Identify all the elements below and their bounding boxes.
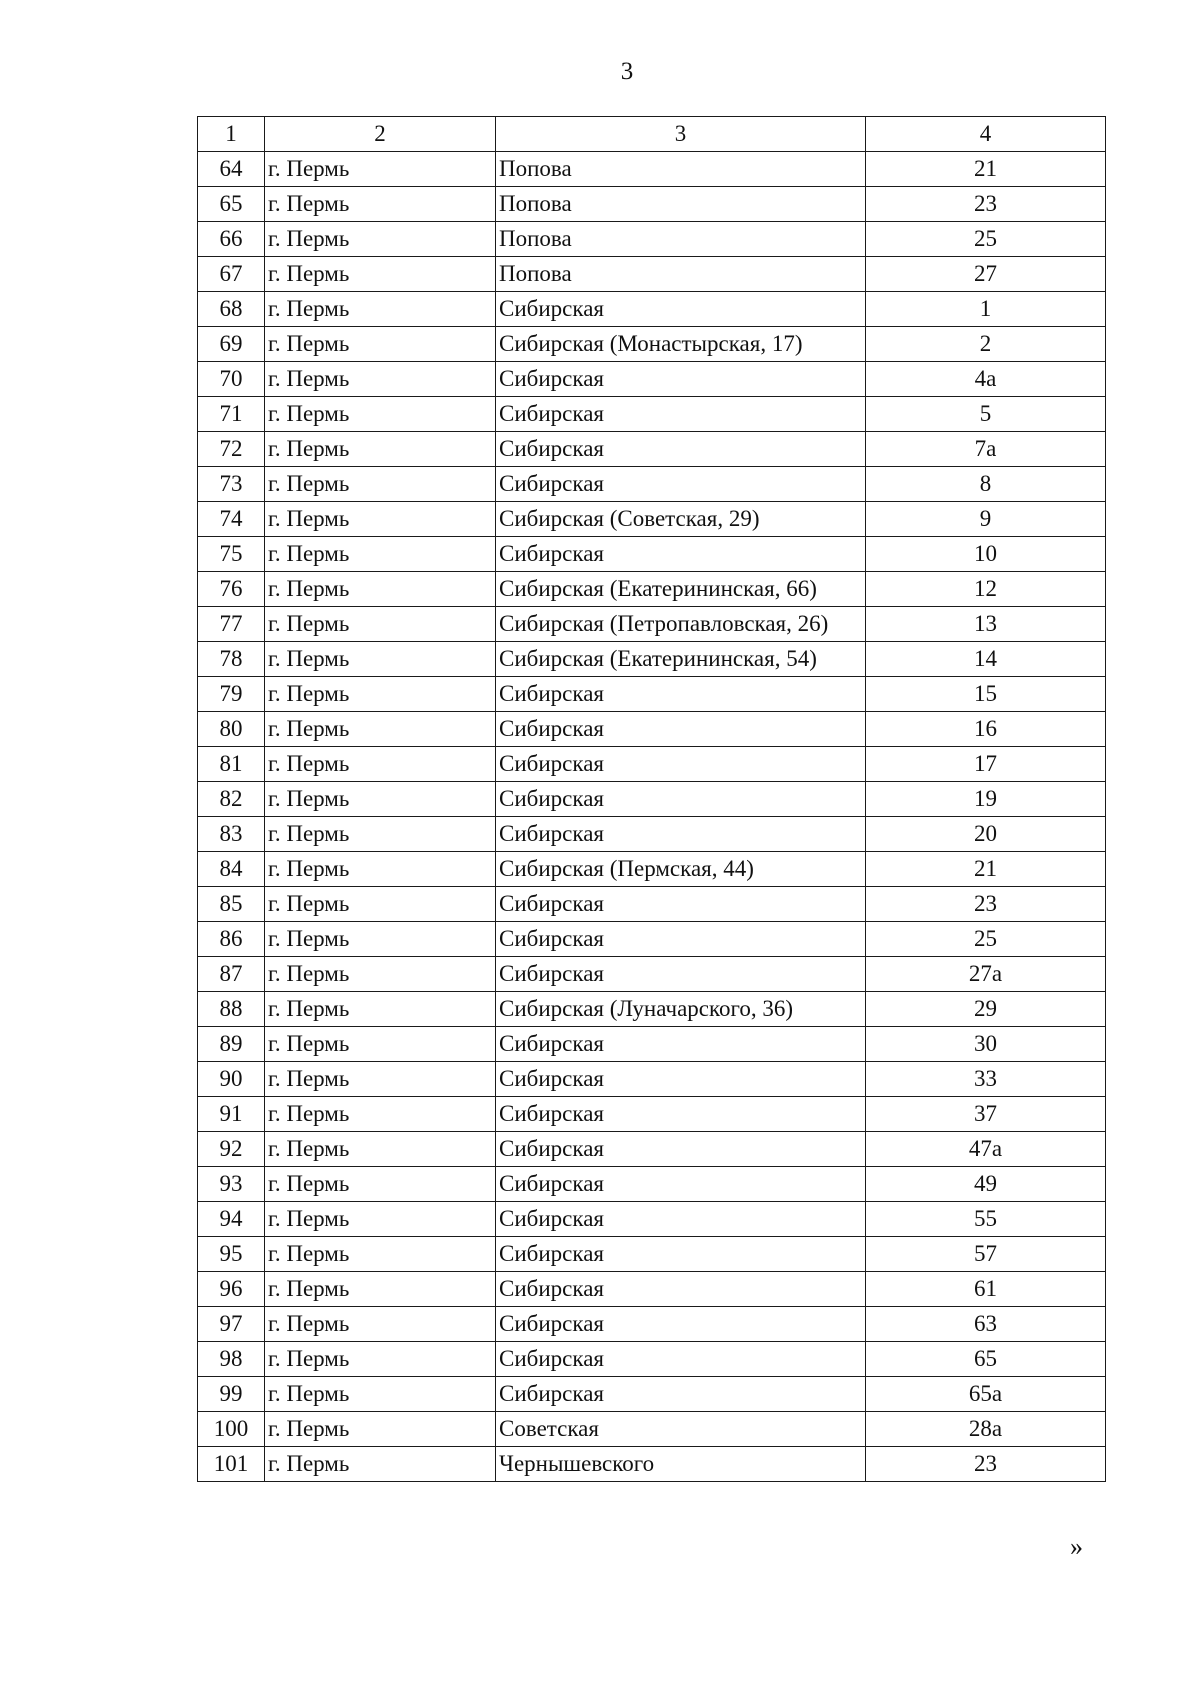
table-row [198,747,1106,782]
house-number-cell: 23 [866,1447,1106,1482]
city-cell: г. Пермь [265,1447,496,1482]
row-number-cell: 82 [198,782,265,817]
header-cell-2: 2 [265,117,496,152]
street-cell: Чернышевского [496,1447,866,1482]
street-cell: Сибирская [496,1167,866,1202]
street-cell: Сибирская [496,1272,866,1307]
house-number-cell: 17 [866,747,1106,782]
row-number-cell: 75 [198,537,265,572]
table-row [198,1377,1106,1412]
table-row [198,607,1106,642]
city-cell: г. Пермь [265,1132,496,1167]
street-cell: Сибирская [496,712,866,747]
table-row [198,502,1106,537]
row-number-cell: 89 [198,1027,265,1062]
street-cell: Сибирская (Луначарского, 36) [496,992,866,1027]
row-number-cell: 80 [198,712,265,747]
house-number-cell: 61 [866,1272,1106,1307]
row-number-cell: 69 [198,327,265,362]
row-number-cell: 85 [198,887,265,922]
table-row [198,292,1106,327]
row-number-cell: 94 [198,1202,265,1237]
row-number-cell: 87 [198,957,265,992]
table-row [198,852,1106,887]
row-number-cell: 88 [198,992,265,1027]
street-cell: Сибирская (Петропавловская, 26) [496,607,866,642]
street-cell: Сибирская [496,817,866,852]
row-number-cell: 84 [198,852,265,887]
street-cell: Сибирская [496,1097,866,1132]
table-row [198,327,1106,362]
table-header-row [198,117,1106,152]
row-number-cell: 76 [198,572,265,607]
city-cell: г. Пермь [265,1062,496,1097]
city-cell: г. Пермь [265,642,496,677]
city-cell: г. Пермь [265,1237,496,1272]
row-number-cell: 67 [198,257,265,292]
street-cell: Сибирская [496,887,866,922]
house-number-cell: 21 [866,152,1106,187]
row-number-cell: 91 [198,1097,265,1132]
header-cell-4: 4 [866,117,1106,152]
table-row [198,887,1106,922]
closing-quote-mark: » [1070,1532,1083,1561]
table-row [198,187,1106,222]
city-cell: г. Пермь [265,747,496,782]
city-cell: г. Пермь [265,1027,496,1062]
street-cell: Сибирская [496,782,866,817]
city-cell: г. Пермь [265,1167,496,1202]
address-table [197,116,1106,1482]
row-number-cell: 98 [198,1342,265,1377]
street-cell: Сибирская [496,1202,866,1237]
city-cell: г. Пермь [265,1307,496,1342]
street-cell: Сибирская [496,397,866,432]
city-cell: г. Пермь [265,817,496,852]
row-number-cell: 71 [198,397,265,432]
row-number-cell: 100 [198,1412,265,1447]
table-row [198,1237,1106,1272]
table-row [198,922,1106,957]
street-cell: Сибирская [496,537,866,572]
table-row [198,677,1106,712]
city-cell: г. Пермь [265,1097,496,1132]
house-number-cell: 47а [866,1132,1106,1167]
table-row [198,1167,1106,1202]
table-row [198,1062,1106,1097]
row-number-cell: 101 [198,1447,265,1482]
city-cell: г. Пермь [265,327,496,362]
table-row [198,467,1106,502]
city-cell: г. Пермь [265,1377,496,1412]
house-number-cell: 28а [866,1412,1106,1447]
street-cell: Сибирская (Монастырская, 17) [496,327,866,362]
city-cell: г. Пермь [265,887,496,922]
table-row [198,1447,1106,1482]
street-cell: Попова [496,222,866,257]
table-row [198,957,1106,992]
city-cell: г. Пермь [265,187,496,222]
city-cell: г. Пермь [265,502,496,537]
city-cell: г. Пермь [265,852,496,887]
house-number-cell: 2 [866,327,1106,362]
street-cell: Сибирская [496,1062,866,1097]
street-cell: Сибирская [496,467,866,502]
street-cell: Сибирская [496,362,866,397]
page-number: 3 [620,58,634,85]
house-number-cell: 25 [866,222,1106,257]
house-number-cell: 1 [866,292,1106,327]
row-number-cell: 97 [198,1307,265,1342]
street-cell: Сибирская [496,1342,866,1377]
street-cell: Сибирская [496,747,866,782]
table-row [198,572,1106,607]
house-number-cell: 7а [866,432,1106,467]
header-cell-3: 3 [496,117,866,152]
house-number-cell: 55 [866,1202,1106,1237]
house-number-cell: 30 [866,1027,1106,1062]
table-row [198,362,1106,397]
row-number-cell: 78 [198,642,265,677]
house-number-cell: 37 [866,1097,1106,1132]
street-cell: Сибирская [496,1237,866,1272]
row-number-cell: 92 [198,1132,265,1167]
street-cell: Сибирская (Екатерининская, 66) [496,572,866,607]
table-row [198,1342,1106,1377]
city-cell: г. Пермь [265,1272,496,1307]
street-cell: Сибирская [496,432,866,467]
house-number-cell: 29 [866,992,1106,1027]
house-number-cell: 27а [866,957,1106,992]
city-cell: г. Пермь [265,397,496,432]
row-number-cell: 81 [198,747,265,782]
house-number-cell: 13 [866,607,1106,642]
row-number-cell: 72 [198,432,265,467]
street-cell: Сибирская (Пермская, 44) [496,852,866,887]
row-number-cell: 86 [198,922,265,957]
city-cell: г. Пермь [265,467,496,502]
house-number-cell: 33 [866,1062,1106,1097]
street-cell: Сибирская [496,292,866,327]
row-number-cell: 68 [198,292,265,327]
city-cell: г. Пермь [265,362,496,397]
table-row [198,642,1106,677]
row-number-cell: 95 [198,1237,265,1272]
house-number-cell: 25 [866,922,1106,957]
street-cell: Сибирская [496,1377,866,1412]
table-row [198,1412,1106,1447]
city-cell: г. Пермь [265,782,496,817]
table-row [198,1202,1106,1237]
street-cell: Попова [496,257,866,292]
street-cell: Попова [496,152,866,187]
city-cell: г. Пермь [265,292,496,327]
table-row [198,782,1106,817]
house-number-cell: 12 [866,572,1106,607]
city-cell: г. Пермь [265,957,496,992]
row-number-cell: 77 [198,607,265,642]
house-number-cell: 19 [866,782,1106,817]
house-number-cell: 27 [866,257,1106,292]
city-cell: г. Пермь [265,222,496,257]
table-row [198,992,1106,1027]
house-number-cell: 65 [866,1342,1106,1377]
house-number-cell: 23 [866,887,1106,922]
street-cell: Сибирская (Советская, 29) [496,502,866,537]
street-cell: Сибирская [496,1132,866,1167]
row-number-cell: 70 [198,362,265,397]
row-number-cell: 93 [198,1167,265,1202]
city-cell: г. Пермь [265,607,496,642]
city-cell: г. Пермь [265,432,496,467]
house-number-cell: 15 [866,677,1106,712]
table-row [198,817,1106,852]
street-cell: Советская [496,1412,866,1447]
street-cell: Сибирская [496,957,866,992]
row-number-cell: 74 [198,502,265,537]
street-cell: Сибирская [496,1027,866,1062]
table-row [198,1027,1106,1062]
table-row [198,397,1106,432]
table-row [198,712,1106,747]
table-row [198,1097,1106,1132]
house-number-cell: 14 [866,642,1106,677]
row-number-cell: 83 [198,817,265,852]
city-cell: г. Пермь [265,152,496,187]
house-number-cell: 16 [866,712,1106,747]
house-number-cell: 10 [866,537,1106,572]
header-cell-1: 1 [198,117,265,152]
table-row [198,432,1106,467]
house-number-cell: 23 [866,187,1106,222]
table-row [198,152,1106,187]
row-number-cell: 79 [198,677,265,712]
street-cell: Попова [496,187,866,222]
street-cell: Сибирская [496,1307,866,1342]
table-row [198,222,1106,257]
row-number-cell: 66 [198,222,265,257]
row-number-cell: 99 [198,1377,265,1412]
city-cell: г. Пермь [265,257,496,292]
table-body [198,117,1106,1482]
city-cell: г. Пермь [265,1412,496,1447]
city-cell: г. Пермь [265,572,496,607]
row-number-cell: 65 [198,187,265,222]
house-number-cell: 49 [866,1167,1106,1202]
house-number-cell: 65а [866,1377,1106,1412]
row-number-cell: 96 [198,1272,265,1307]
table-row [198,1272,1106,1307]
city-cell: г. Пермь [265,922,496,957]
city-cell: г. Пермь [265,1342,496,1377]
street-cell: Сибирская (Екатерининская, 54) [496,642,866,677]
table-row [198,257,1106,292]
house-number-cell: 8 [866,467,1106,502]
row-number-cell: 90 [198,1062,265,1097]
row-number-cell: 73 [198,467,265,502]
table-row [198,1132,1106,1167]
table-row [198,1307,1106,1342]
city-cell: г. Пермь [265,712,496,747]
city-cell: г. Пермь [265,537,496,572]
house-number-cell: 21 [866,852,1106,887]
city-cell: г. Пермь [265,677,496,712]
house-number-cell: 57 [866,1237,1106,1272]
house-number-cell: 5 [866,397,1106,432]
street-cell: Сибирская [496,677,866,712]
city-cell: г. Пермь [265,992,496,1027]
house-number-cell: 4а [866,362,1106,397]
row-number-cell: 64 [198,152,265,187]
house-number-cell: 20 [866,817,1106,852]
table-row [198,537,1106,572]
street-cell: Сибирская [496,922,866,957]
house-number-cell: 9 [866,502,1106,537]
city-cell: г. Пермь [265,1202,496,1237]
house-number-cell: 63 [866,1307,1106,1342]
